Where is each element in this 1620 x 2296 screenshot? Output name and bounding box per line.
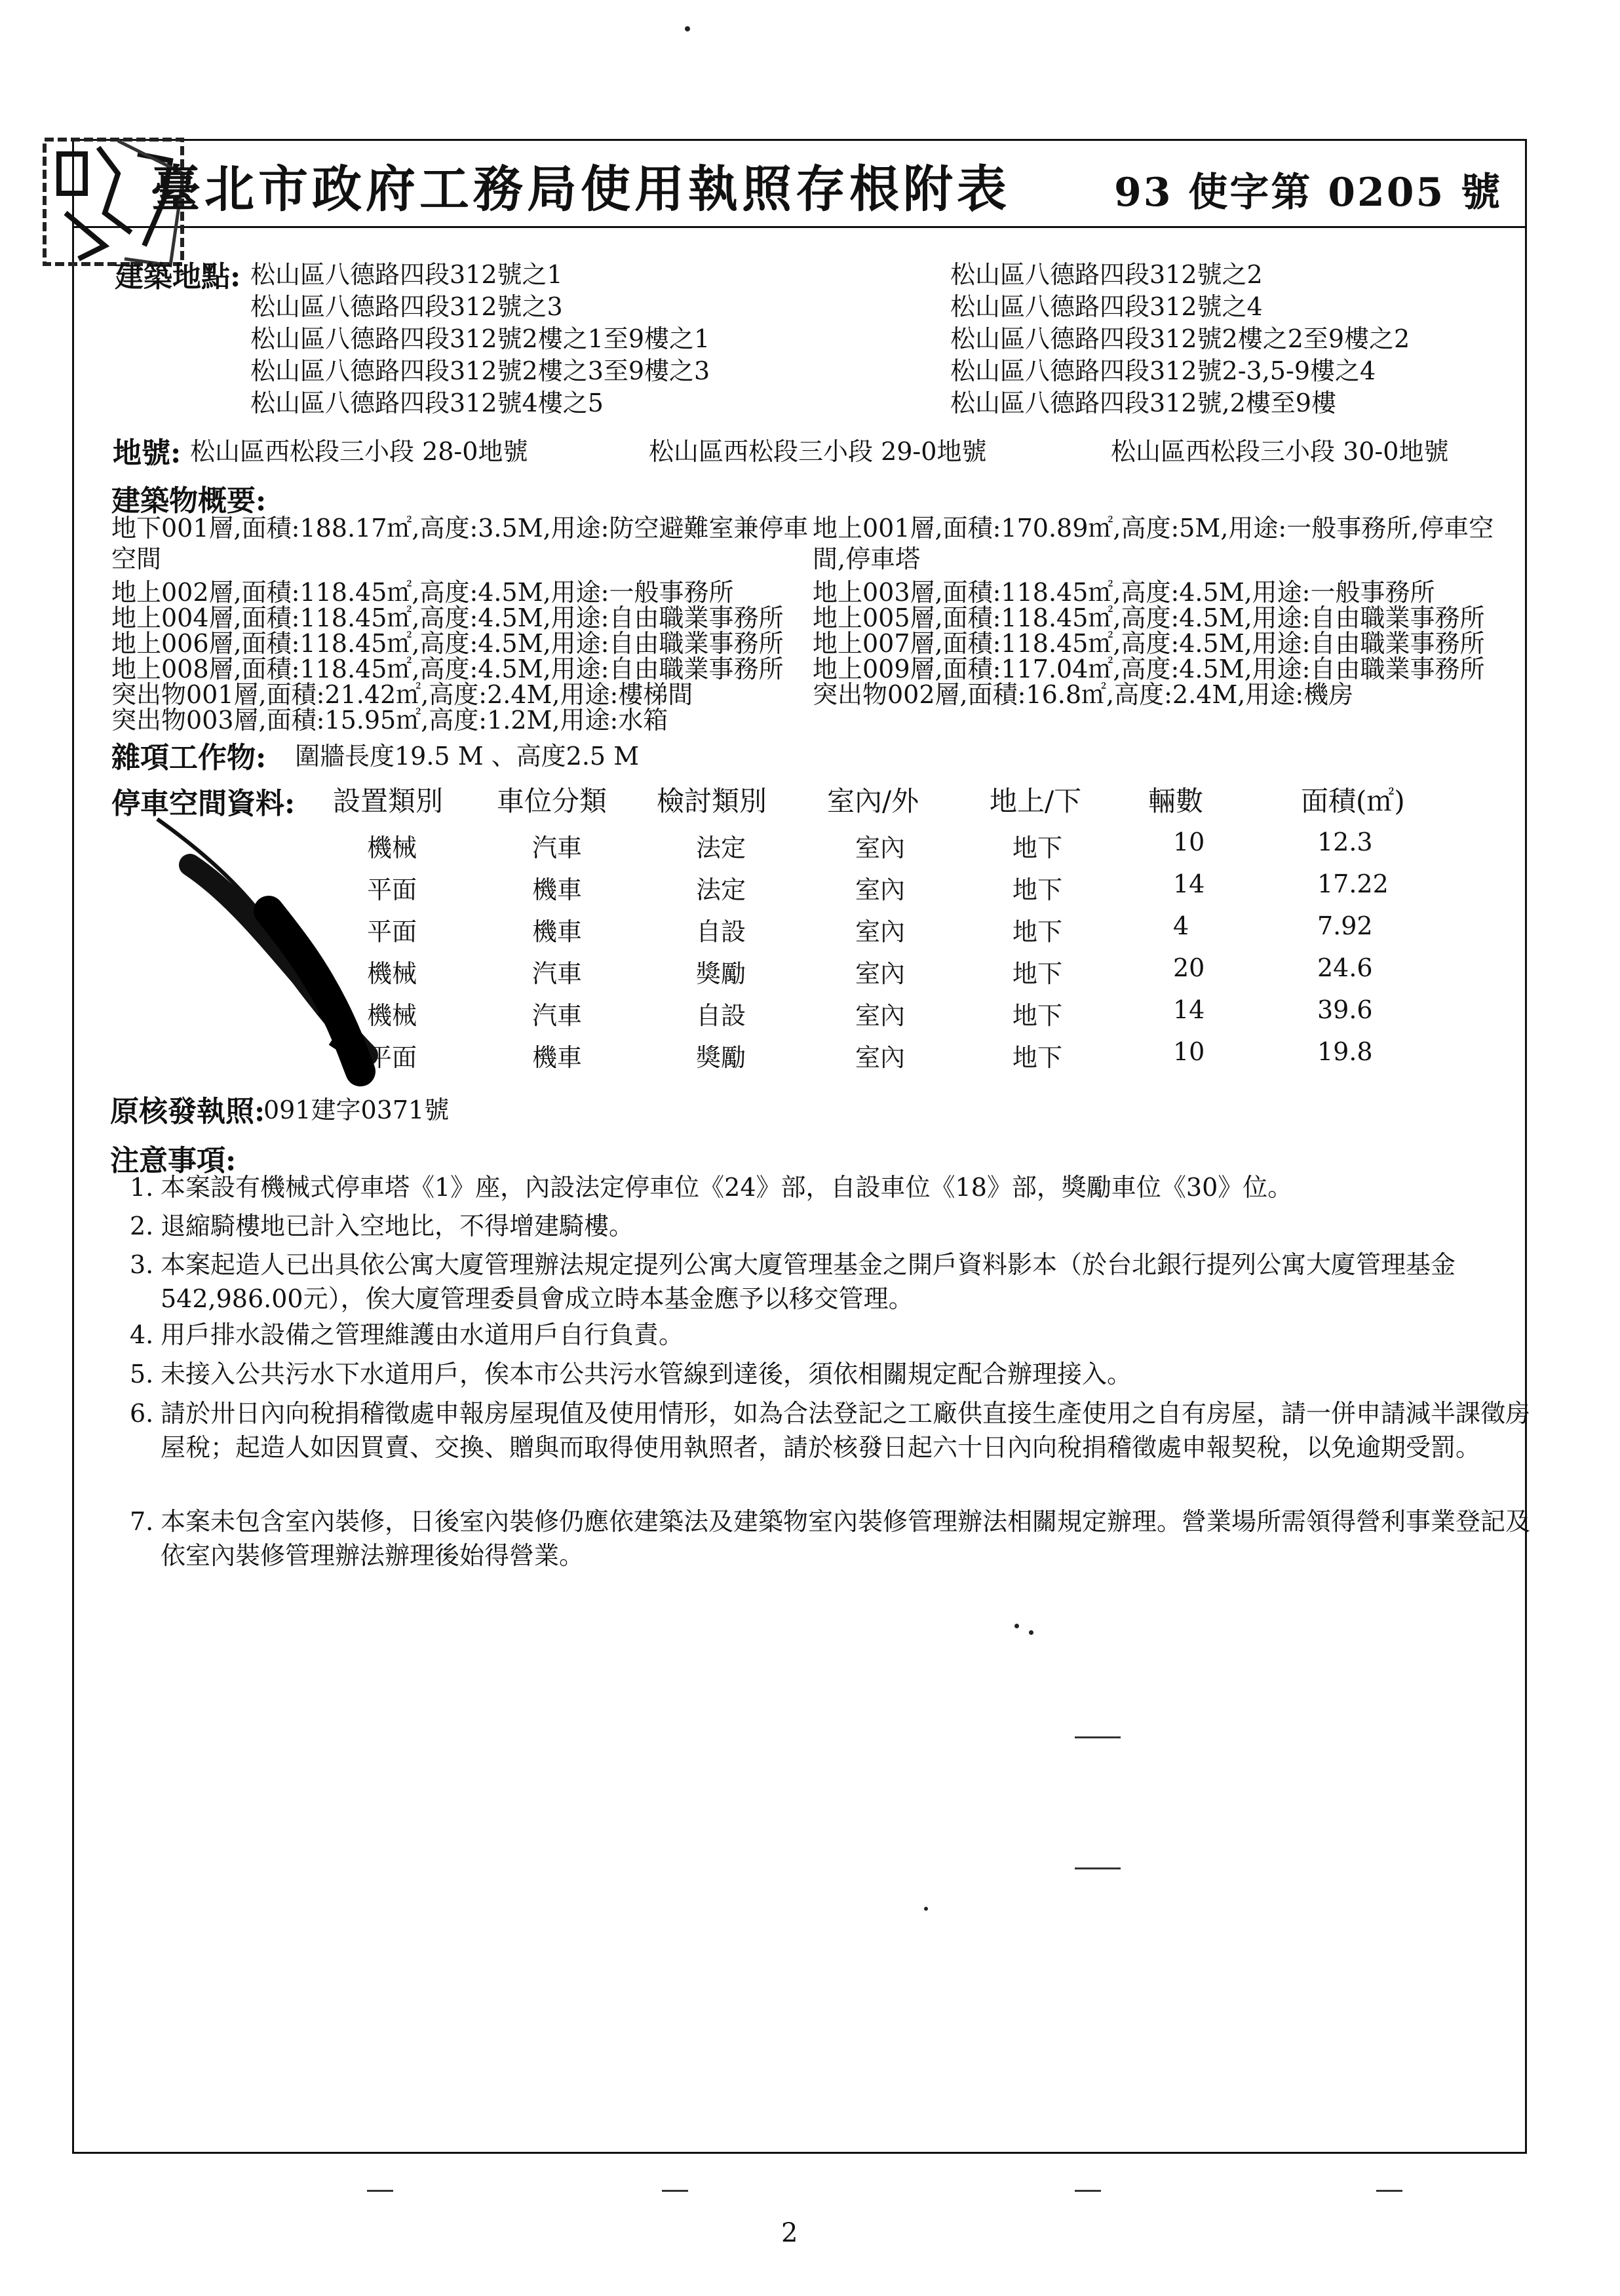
parking-cell-count: 4 xyxy=(1173,911,1189,940)
parking-cell-count: 14 xyxy=(1173,870,1205,898)
notes-label: 注意事項: xyxy=(110,1144,237,1177)
parking-cell-indoor: 室內 xyxy=(855,1043,906,1072)
parking-cell-type: 平面 xyxy=(367,1043,417,1072)
building-left-4: 地上004層,面積:118.45㎡,高度:4.5M,用途:自由職業事務所 xyxy=(111,603,784,632)
parking-cell-indoor: 室內 xyxy=(855,875,906,904)
address-left-4: 松山區八德路四段312號2樓之3至9樓之3 xyxy=(250,356,710,385)
parking-cell-category: 汽車 xyxy=(532,833,583,862)
parking-cell-level: 地下 xyxy=(1013,917,1063,946)
address-left-2: 松山區八德路四段312號之3 xyxy=(250,292,563,321)
parking-cell-indoor: 室內 xyxy=(855,917,906,946)
parking-cell-type: 平面 xyxy=(367,875,417,904)
address-right-1: 松山區八德路四段312號之2 xyxy=(950,260,1263,289)
parking-cell-review: 獎勵 xyxy=(696,1043,746,1072)
building-right-2: 間,停車塔 xyxy=(813,545,921,573)
parking-cell-indoor: 室內 xyxy=(855,1001,906,1030)
parking-cell-type: 機械 xyxy=(367,833,417,862)
parking-cell-review: 自設 xyxy=(696,917,746,946)
note-text-1: 本案設有機械式停車塔《1》座，內設法定停車位《24》部，自設車位《18》部，獎勵車位《30》位。 xyxy=(161,1173,1293,1202)
scan-speck xyxy=(1029,1630,1033,1635)
parking-cell-area: 7.92 xyxy=(1317,911,1373,940)
parking-header-category: 車位分類 xyxy=(497,785,608,817)
address-right-3: 松山區八德路四段312號2樓之2至9樓之2 xyxy=(950,324,1410,353)
note-number-2: 2. xyxy=(130,1212,154,1240)
parking-header-level: 地上/下 xyxy=(990,785,1082,817)
note-text-5: 未接入公共污水下水道用戶，俟本市公共污水管線到達後，須依相關規定配合辦理接入。 xyxy=(161,1360,1132,1388)
parking-header-count: 輛數 xyxy=(1148,785,1204,817)
building-right-5: 地上007層,面積:118.45㎡,高度:4.5M,用途:自由職業事務所 xyxy=(813,629,1485,658)
note-number-4: 4. xyxy=(130,1320,154,1349)
building-right-7: 突出物002層,面積:16.8㎡,高度:2.4M,用途:機房 xyxy=(813,680,1354,709)
address-left-3: 松山區八德路四段312號2樓之1至9樓之1 xyxy=(250,324,710,353)
parking-cell-indoor: 室內 xyxy=(855,833,906,862)
footer-dash xyxy=(367,2190,393,2192)
lot-item-2: 松山區西松段三小段 29-0地號 xyxy=(649,437,987,466)
parking-cell-area: 24.6 xyxy=(1317,953,1373,982)
misc-label: 雜項工作物: xyxy=(111,741,267,775)
building-left-1: 地下001層,面積:188.17㎡,高度:3.5M,用途:防空避難室兼停車 xyxy=(111,514,809,543)
document-number: 93 使字第 0205 號 xyxy=(1114,170,1503,216)
scan-dash xyxy=(1075,1867,1121,1869)
title-divider xyxy=(72,226,1527,228)
parking-cell-count: 10 xyxy=(1173,1037,1205,1066)
footer-dash xyxy=(1376,2190,1402,2192)
parking-header-area: 面積(㎡) xyxy=(1301,785,1405,817)
document-title: 臺北市政府工務局使用執照存根附表 xyxy=(151,160,1011,218)
lot-label: 地號: xyxy=(113,436,182,470)
building-left-8: 突出物003層,面積:15.95㎡,高度:1.2M,用途:水箱 xyxy=(111,706,668,735)
parking-cell-area: 39.6 xyxy=(1317,995,1373,1024)
note-text-4: 用戶排水設備之管理維護由水道用戶自行負責。 xyxy=(161,1320,684,1349)
parking-cell-area: 17.22 xyxy=(1317,870,1389,898)
parking-cell-area: 12.3 xyxy=(1317,828,1373,856)
building-right-3: 地上003層,面積:118.45㎡,高度:4.5M,用途:一般事務所 xyxy=(813,578,1435,607)
scan-speck xyxy=(924,1907,928,1911)
building-left-5: 地上006層,面積:118.45㎡,高度:4.5M,用途:自由職業事務所 xyxy=(111,629,784,658)
footer-dash xyxy=(1075,2190,1101,2192)
note-number-3: 3. xyxy=(130,1250,154,1279)
address-right-2: 松山區八德路四段312號之4 xyxy=(950,292,1263,321)
address-left-1: 松山區八德路四段312號之1 xyxy=(250,260,563,289)
building-label: 建築物概要: xyxy=(111,484,267,518)
scan-speck xyxy=(1014,1624,1019,1628)
parking-cell-count: 20 xyxy=(1173,953,1205,982)
parking-cell-type: 機械 xyxy=(367,1001,417,1030)
building-right-6: 地上009層,面積:117.04㎡,高度:4.5M,用途:自由職業事務所 xyxy=(813,655,1485,683)
original-permit-value: 091建字0371號 xyxy=(263,1096,450,1124)
parking-cell-category: 汽車 xyxy=(532,959,583,988)
note-text-2: 退縮騎樓地已計入空地比，不得增建騎樓。 xyxy=(161,1212,634,1240)
parking-cell-level: 地下 xyxy=(1013,1001,1063,1030)
note-number-6: 6. xyxy=(130,1399,154,1428)
footer-dash xyxy=(662,2190,688,2192)
parking-cell-review: 獎勵 xyxy=(696,959,746,988)
parking-cell-category: 機車 xyxy=(532,875,583,904)
parking-cell-indoor: 室內 xyxy=(855,959,906,988)
parking-cell-category: 機車 xyxy=(532,917,583,946)
parking-header-type: 設置類別 xyxy=(333,785,444,817)
parking-header-review: 檢討類別 xyxy=(657,785,767,817)
note-text-6: 請於卅日內向稅捐稽徵處申報房屋現值及使用情形，如為合法登記之工廠供直接生產使用之自有房屋，請一併申請減半課徵房屋稅；起造人如因買賣、交換、贈與而取得使用執照者，請於核發日起六十日內向稅捐稽徵處申報契稅，以免逾期受罰。 xyxy=(161,1399,1531,1462)
building-right-1: 地上001層,面積:170.89㎡,高度:5M,用途:一般事務所,停車空 xyxy=(813,514,1494,543)
address-right-4: 松山區八德路四段312號2-3,5-9樓之4 xyxy=(950,356,1376,385)
parking-cell-type: 機械 xyxy=(367,959,417,988)
parking-label: 停車空間資料: xyxy=(111,787,296,820)
parking-cell-level: 地下 xyxy=(1013,875,1063,904)
building-left-2: 空間 xyxy=(111,545,162,573)
note-number-5: 5. xyxy=(130,1360,154,1388)
note-text-7: 本案未包含室內裝修，日後室內裝修仍應依建築法及建築物室內裝修管理辦法相關規定辦理。營業場所需領得營利事業登記及依室內裝修管理辦法辦理後始得營業。 xyxy=(161,1507,1531,1570)
building-left-6: 地上008層,面積:118.45㎡,高度:4.5M,用途:自由職業事務所 xyxy=(111,655,784,683)
lot-item-3: 松山區西松段三小段 30-0地號 xyxy=(1111,437,1449,466)
parking-cell-type: 平面 xyxy=(367,917,417,946)
parking-cell-review: 法定 xyxy=(696,875,746,904)
original-permit-label: 原核發執照: xyxy=(110,1095,265,1128)
parking-cell-level: 地下 xyxy=(1013,833,1063,862)
address-label: 建築地點: xyxy=(115,260,241,294)
note-number-1: 1. xyxy=(130,1173,154,1202)
scan-dash xyxy=(1075,1736,1121,1738)
address-right-5: 松山區八德路四段312號,2樓至9樓 xyxy=(950,389,1336,417)
note-text-3: 本案起造人已出具依公寓大廈管理辦法規定提列公寓大廈管理基金之開戶資料影本（於台北銀行提列公寓大廈管理基金542,986.00元），俟大廈管理委員會成立時本基金應予以移交管理。 xyxy=(161,1250,1456,1313)
handwritten-scribble xyxy=(151,813,426,1088)
parking-header-indoor: 室內/外 xyxy=(827,785,919,817)
scan-speck xyxy=(685,26,690,31)
parking-cell-level: 地下 xyxy=(1013,1043,1063,1072)
parking-cell-level: 地下 xyxy=(1013,959,1063,988)
address-left-5: 松山區八德路四段312號4樓之5 xyxy=(250,389,604,417)
building-left-3: 地上002層,面積:118.45㎡,高度:4.5M,用途:一般事務所 xyxy=(111,578,734,607)
building-left-7: 突出物001層,面積:21.42㎡,高度:2.4M,用途:樓梯間 xyxy=(111,680,693,709)
parking-cell-review: 法定 xyxy=(696,833,746,862)
parking-cell-category: 汽車 xyxy=(532,1001,583,1030)
misc-value: 圍牆長度19.5 M 、高度2.5 M xyxy=(295,742,640,771)
parking-cell-category: 機車 xyxy=(532,1043,583,1072)
page-number: 2 xyxy=(781,2218,798,2248)
parking-cell-area: 19.8 xyxy=(1317,1037,1373,1066)
parking-cell-count: 10 xyxy=(1173,828,1205,856)
parking-cell-review: 自設 xyxy=(696,1001,746,1030)
parking-cell-count: 14 xyxy=(1173,995,1205,1024)
note-number-7: 7. xyxy=(130,1507,154,1536)
building-right-4: 地上005層,面積:118.45㎡,高度:4.5M,用途:自由職業事務所 xyxy=(813,603,1485,632)
lot-item-1: 松山區西松段三小段 28-0地號 xyxy=(190,437,528,466)
